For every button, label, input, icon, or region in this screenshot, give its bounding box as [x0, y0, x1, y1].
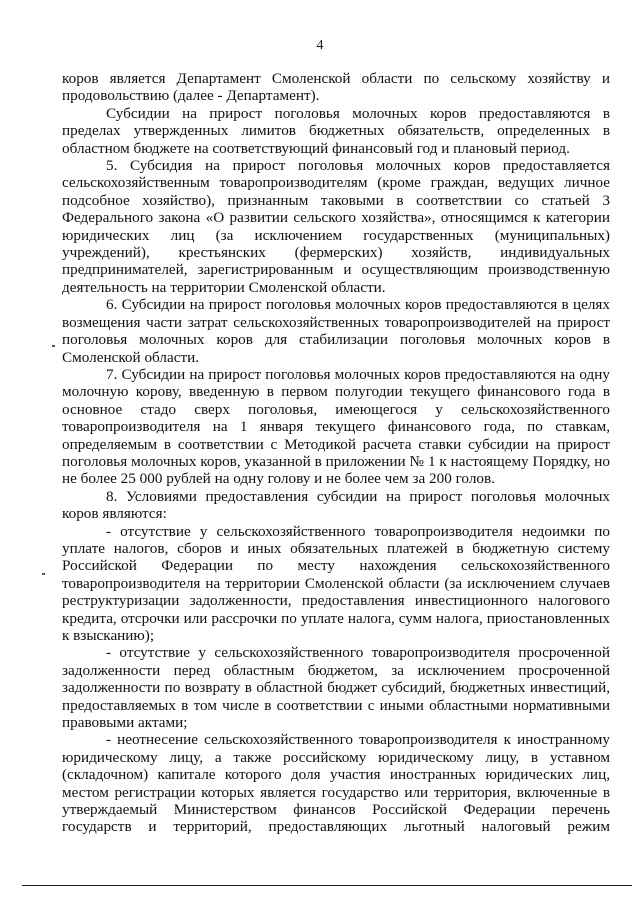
margin-speck: [42, 573, 45, 575]
paragraph-continuation: коров является Департамент Смоленской области по сельскому хозяйству и продовольствию (далее - Департамент).: [62, 70, 610, 105]
paragraph-item-6: 6. Субсидии на прирост поголовья молочных коров предоставляются в целях возмещения части затрат сельскохозяйственных товаропроизводителей на прирост поголовья молочных коров для стабилизации поголовья молочных коров в Смоленской области.: [62, 296, 610, 366]
paragraph-subsidy-limits: Субсидии на прирост поголовья молочных коров предоставляются в пределах утвержденных лимитов бюджетных обязательств, определенных в областном бюджете на соответствующий финансовый год и плановый период.: [62, 104, 610, 157]
bottom-rule: [22, 885, 632, 886]
condition-no-overdue-debt: - отсутствие у сельскохозяйственного товаропроизводителя просроченной задолженности перед областным бюджетом, за исключением просроченной задолженности по возврату в областной бюджет субсидий, бюджетных инвестиций, предоставляемых в том числе в соответствии с иными областными нормативными правовыми актами;: [62, 644, 610, 732]
paragraph-item-5: 5. Субсидия на прирост поголовья молочных коров предоставляется сельскохозяйственным товаропроизводителям (кроме граждан, ведущих личное подсобное хозяйство), признанным таковыми в соответствии со статьей 3 Федерального закона «О развитии сельского хозяйства», относящимся к категории юридических лиц (за исключением государственных (муниципальных) учреждений), крестьянских (фермерских) хозяйств, индивидуальных предпринимателей, зарегистрированным и осуществляющим производственную деятельность на территории Смоленской области.: [62, 157, 610, 296]
paragraph-item-7: 7. Субсидии на прирост поголовья молочных коров предоставляются на одну молочную корову, введенную в первом полугодии текущего финансового года в основное стадо сверх поголовья, имеющегося у сельскохозяйственного товаропроизводителя на 1 января текущего финансового года, по ставкам, определяемым в соответствии с Методикой расчета ставки субсидии на прирост поголовья молочных коров, указанной в приложении № 1 к настоящему Порядку, но не более 25 000 рублей на одну голову и не более чем за 200 голов.: [62, 365, 610, 488]
condition-not-foreign-entity: - неотнесение сельскохозяйственного товаропроизводителя к иностранному юридическому лицу, а также российскому юридическому лицу, в уставном (складочном) капитале которого доля участия иностранных юридических лиц, местом регистрации которых является государство или территория, включенные в утверждаемый Министерством финансов Российской Федерации перечень государств и территорий, предоставляющих льготный налоговый режим: [62, 731, 610, 836]
document-body: [62, 70, 610, 836]
page-number: 4: [316, 38, 324, 53]
margin-speck: [52, 345, 55, 347]
paragraph-item-8: 8. Условиями предоставления субсидии на прирост поголовья молочных коров являются:: [62, 487, 610, 523]
condition-no-tax-arrears: - отсутствие у сельскохозяйственного товаропроизводителя недоимки по уплате налогов, сборов и иных обязательных платежей в бюджетную систему Российской Федерации по месту нахождения сельскохозяйственного товаропроизводителя на территории Смоленской области (за исключением случаев реструктуризации задолженности, предоставления инвестиционного налогового кредита, отсрочки или рассрочки по уплате налога, сумм налога, приостановленных к взысканию);: [62, 522, 610, 644]
